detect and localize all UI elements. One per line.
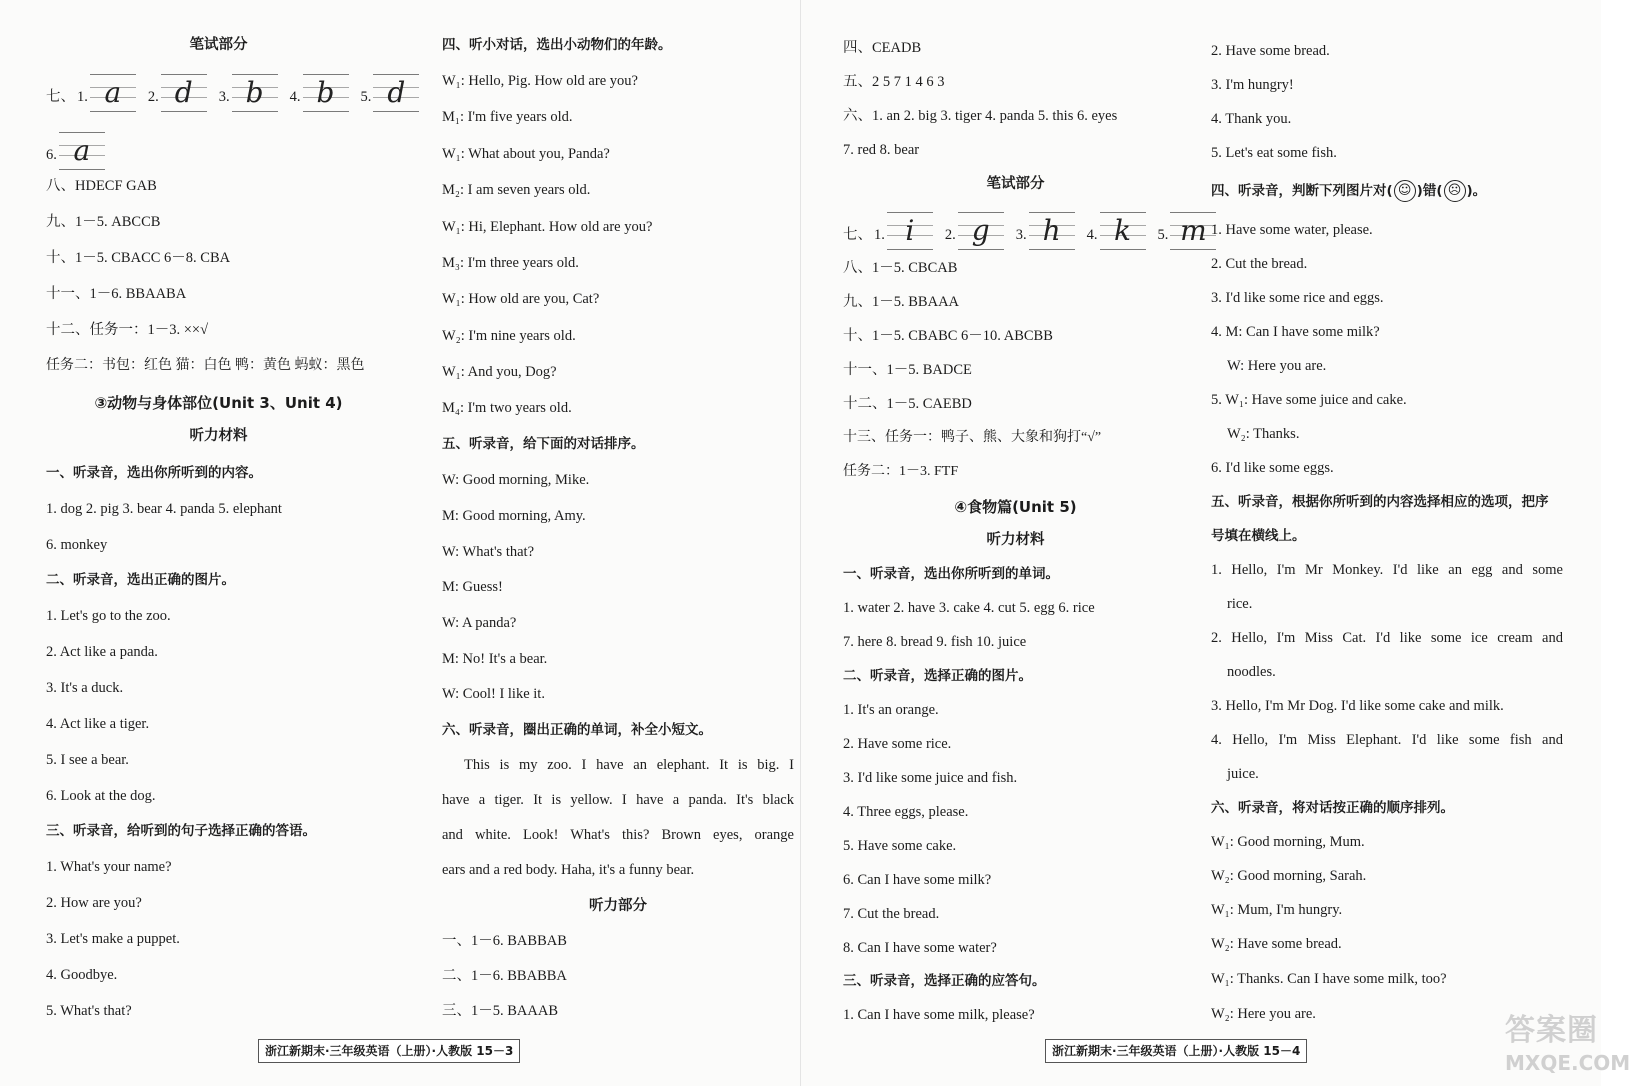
answer-line: 十一、1－6. BBAABA	[46, 286, 187, 302]
text-line: 3. Let's make a puppet.	[46, 931, 180, 947]
writing-slot: 5. m	[1158, 212, 1217, 250]
text-line: 4. Thank you.	[1211, 111, 1292, 127]
text-line: juice.	[1227, 766, 1259, 782]
answer-line: 五、2 5 7 1 4 6 3	[843, 74, 945, 90]
writing-slot: 1. a	[77, 74, 136, 112]
answer-line: 十、1－5. CBABC 6－10. ABCBB	[843, 328, 1053, 344]
writing-slot: 4. b	[290, 74, 349, 112]
text-line: 1. What's your name?	[46, 859, 172, 875]
dialog-line: W: Good morning, Mike.	[442, 472, 590, 488]
paragraph-line: ears and a red body. Haha, it's a funny bear.	[442, 862, 695, 878]
section-title: 二、听录音，选择正确的图片。	[843, 668, 1032, 684]
text-line: 2. Cut the bread.	[1211, 256, 1308, 272]
answer-line: 任务二：书包：红色 猫：白色 鸭：黄色 蚂蚁：黑色	[46, 358, 365, 373]
text-line: noodles.	[1227, 664, 1276, 680]
section-title: 四、听小对话，选出小动物们的年龄。	[442, 37, 672, 53]
dialog-line: M₁: I'm five years old.	[442, 109, 573, 125]
answer-line: 二、1－6. BBABBA	[442, 968, 567, 984]
question-number: 七、	[843, 227, 872, 243]
dialog-line: W₂: Here you are.	[1211, 1006, 1316, 1022]
answer-line: 7. red 8. bear	[843, 142, 920, 158]
smile-icon: ☺	[1394, 180, 1416, 202]
section-title: 三、听录音，给听到的句子选择正确的答语。	[46, 823, 316, 839]
sub-title: 听力材料	[189, 428, 248, 444]
dialog-line: W₁: Good morning, Mum.	[1211, 834, 1365, 850]
text-line: 1. water 2. have 3. cake 4. cut 5. egg 6. rice	[843, 600, 1095, 616]
text-line: 3. I'd like some juice and fish.	[843, 770, 1018, 786]
dialog-line: M₂: I am seven years old.	[442, 182, 591, 198]
answer-line: 任务二：1－3. FTF	[843, 464, 959, 479]
dialog-line: M: Guess!	[442, 579, 503, 595]
section-title: 号填在横线上。	[1211, 528, 1306, 544]
text-line: 1. It's an orange.	[843, 702, 939, 718]
dialog-line: W₁: Thanks. Can I have some milk, too?	[1211, 971, 1447, 987]
dialog-line: M₃: I'm three years old.	[442, 255, 579, 271]
answer-line: 六、1. an 2. big 3. tiger 4. panda 5. this 6. eyes	[843, 108, 1118, 124]
answer-line: 九、1－5. BBAAA	[843, 294, 960, 310]
dialog-line: W: What's that?	[442, 544, 534, 560]
text-line: 7. here 8. bread 9. fish 10. juice	[843, 634, 1027, 650]
writing-slot: 3. h	[1016, 212, 1075, 250]
writing-row	[843, 200, 1228, 250]
text-line: rice.	[1227, 596, 1253, 612]
text-line: 1. Let's go to the zoo.	[46, 608, 171, 624]
dialog-line: W₂: Good morning, Sarah.	[1211, 868, 1367, 884]
writing-slot: 3. b	[219, 74, 278, 112]
dialog-line: W₂: I'm nine years old.	[442, 328, 576, 344]
answer-line: 一、1－6. BABBAB	[442, 933, 567, 949]
text-line: 6. monkey	[46, 537, 108, 553]
text-line: 6. Look at the dog.	[46, 788, 156, 804]
section-title: 二、听录音，选出正确的图片。	[46, 572, 235, 588]
text-line: 5. Let's eat some fish.	[1211, 145, 1337, 161]
answer-line: 十一、1－5. BADCE	[843, 362, 972, 378]
answer-line: 十三、任务一：鸭子、熊、大象和狗打“√”	[843, 430, 1102, 445]
writing-slot: 2. g	[945, 212, 1004, 250]
page-footer: 浙江新期末·三年级英语（上册）·人教版 15－4	[1045, 1039, 1307, 1063]
left-page	[0, 0, 800, 1086]
page-footer: 浙江新期末·三年级英语（上册）·人教版 15－3	[258, 1039, 520, 1063]
text-line: 4. Act like a tiger.	[46, 716, 150, 732]
text-line: 3. Hello, I'm Mr Dog. I'd like some cake and milk.	[1211, 698, 1504, 714]
writing-row	[46, 120, 117, 170]
text-line: 5. What's that?	[46, 1003, 132, 1019]
writing-row	[46, 62, 431, 112]
section-title: 五、听录音，根据你所听到的内容选择相应的选项，把序	[1211, 494, 1549, 510]
dialog-line: W₁: What about you, Panda?	[442, 146, 610, 162]
section-title: 三、听录音，选择正确的应答句。	[843, 973, 1046, 989]
writing-slot: 4. k	[1087, 212, 1146, 250]
heading-written-part: 笔试部分	[189, 37, 248, 53]
section-title: 一、听录音，选出你所听到的内容。	[46, 465, 262, 481]
dialog-line: M: Good morning, Amy.	[442, 508, 586, 524]
answer-line: 十二、1－5. CAEBD	[843, 396, 972, 412]
section-title: 六、听录音，将对话按正确的顺序排列。	[1211, 800, 1454, 816]
text-line: 3. It's a duck.	[46, 680, 124, 696]
paragraph-line: and white. Look! What's this? Brown eyes, orange	[442, 827, 794, 843]
unit-title: ④食物篇(Unit 5)	[954, 498, 1077, 516]
dialog-line: W₁: Hello, Pig. How old are you?	[442, 73, 638, 89]
text-line: 5. W₁: Have some juice and cake.	[1211, 392, 1407, 408]
writing-slot: 6. a	[46, 132, 105, 170]
section-title: 六、听录音，圈出正确的单词，补全小短文。	[442, 722, 712, 738]
text-line: W₂: Thanks.	[1227, 426, 1300, 442]
unit-title: ③动物与身体部位(Unit 3、Unit 4)	[94, 394, 343, 412]
writing-slot: 2. d	[148, 74, 207, 112]
text-line: 7. Cut the bread.	[843, 906, 940, 922]
text-line: 6. Can I have some milk?	[843, 872, 992, 888]
paragraph-line: have a tiger. It is yellow. I have a panda. It's black	[442, 792, 794, 808]
text-line: 1. Hello, I'm Mr Monkey. I'd like an egg and some	[1211, 562, 1563, 578]
text-line: 4. Three eggs, please.	[843, 804, 969, 820]
dialog-line: W₂: Have some bread.	[1211, 936, 1342, 952]
section-title: 五、听录音，给下面的对话排序。	[442, 436, 645, 452]
text-line: 5. Have some cake.	[843, 838, 957, 854]
text-line: 4. Goodbye.	[46, 967, 118, 983]
text-line: 4. M: Can I have some milk?	[1211, 324, 1380, 340]
answer-line: 九、1－5. ABCCB	[46, 214, 161, 230]
text-line: 6. I'd like some eggs.	[1211, 460, 1334, 476]
section-title: 一、听录音，选出你所听到的单词。	[843, 566, 1059, 582]
dialog-line: W₁: How old are you, Cat?	[442, 291, 600, 307]
dialog-line: M: No! It's a bear.	[442, 651, 548, 667]
right-page	[800, 0, 1630, 1086]
text-line: 2. Act like a panda.	[46, 644, 158, 660]
dialog-line: W₁: Mum, I'm hungry.	[1211, 902, 1343, 918]
question-number: 七、	[46, 89, 75, 105]
sub-title: 听力材料	[986, 532, 1045, 548]
sub-title: 听力部分	[589, 898, 647, 914]
section-title: 四、听录音，判断下列图片对( ☺ )错( ☹ )。	[1211, 176, 1486, 206]
text-line: 2. Hello, I'm Miss Cat. I'd like some ice cream and	[1211, 630, 1563, 646]
text-line: 3. I'd like some rice and eggs.	[1211, 290, 1384, 306]
text-line: 1. Can I have some milk, please?	[843, 1007, 1035, 1023]
text-line: 2. How are you?	[46, 895, 142, 911]
dialog-line: M₄: I'm two years old.	[442, 400, 572, 416]
answer-line: 八、1－5. CBCAB	[843, 260, 958, 276]
text-line: W: Here you are.	[1227, 358, 1327, 374]
text-line: 1. Have some water, please.	[1211, 222, 1373, 238]
answer-line: 四、CEADB	[843, 40, 922, 56]
watermark-logo: 答案圈 MXQE.COM	[1505, 1013, 1630, 1075]
sad-face-icon: ☹	[1444, 180, 1466, 202]
dialog-line: W: Cool! I like it.	[442, 686, 545, 702]
text-line: 1. dog 2. pig 3. bear 4. panda 5. elephant	[46, 501, 282, 517]
paragraph-line: This is my zoo. I have an elephant. It is big. I	[464, 757, 794, 773]
writing-slot: 1. i	[874, 212, 933, 250]
text-line: 2. Have some rice.	[843, 736, 952, 752]
answer-line: 八、HDECF GAB	[46, 178, 157, 194]
text-line: 8. Can I have some water?	[843, 940, 997, 956]
answer-line: 三、1－5. BAAAB	[442, 1003, 559, 1019]
dialog-line: W₁: And you, Dog?	[442, 364, 557, 380]
text-line: 4. Hello, I'm Miss Elephant. I'd like some fish and	[1211, 732, 1563, 748]
answer-line: 十二、任务一：1－3. ××√	[46, 322, 209, 338]
text-line: 5. I see a bear.	[46, 752, 129, 768]
answer-line: 十、1－5. CBACC 6－8. CBA	[46, 250, 231, 266]
dialog-line: W₁: Hi, Elephant. How old are you?	[442, 219, 653, 235]
heading-written-part: 笔试部分	[986, 176, 1045, 192]
dialog-line: W: A panda?	[442, 615, 517, 631]
text-line: 3. I'm hungry!	[1211, 77, 1294, 93]
text-line: 2. Have some bread.	[1211, 43, 1330, 59]
writing-slot: 5. d	[361, 74, 420, 112]
